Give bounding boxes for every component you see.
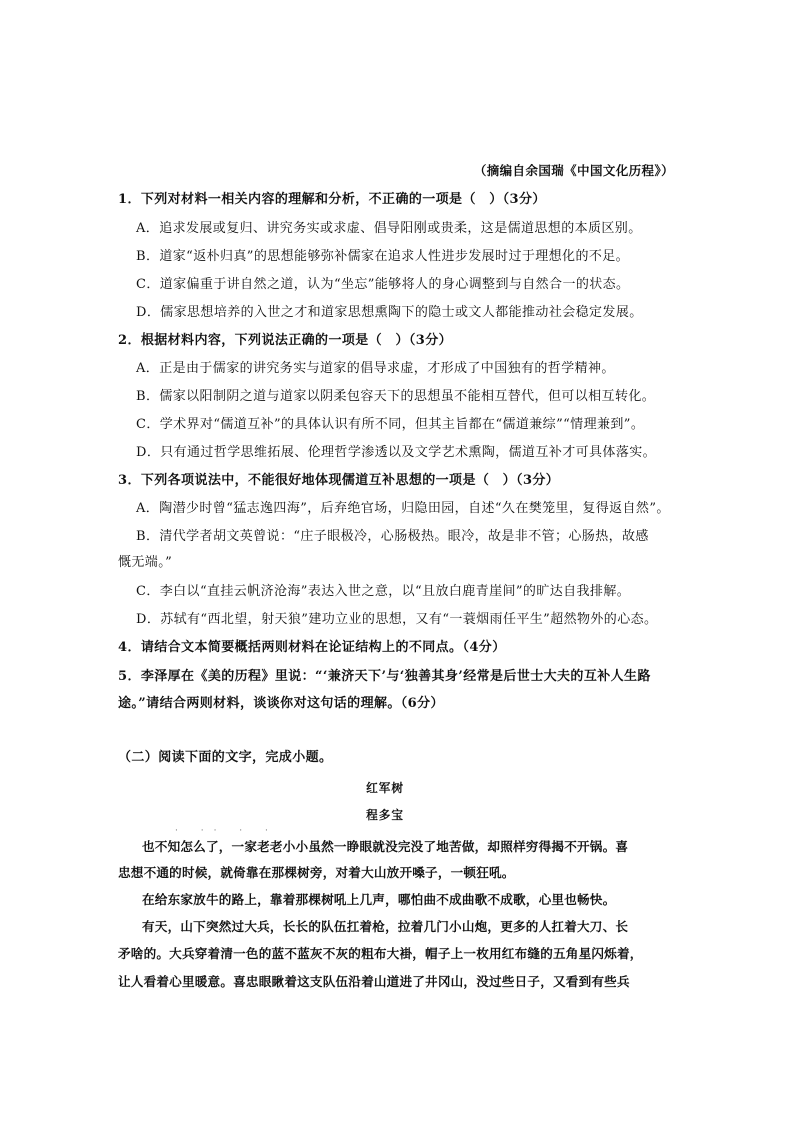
question-3-option-c: C．李白以“直挂云帆济沧海”表达入世之意，以“且放白鹿青崖间”的旷达自我排解。: [136, 584, 631, 599]
paragraph-3-line-1: 有天，山下突然过大兵，长长的队伍扛着枪，拉着几门小山炮，更多的人扛着大刀、长: [142, 919, 629, 934]
question-2-option-c: C．学术界对“儒道互补”的具体认识有所不同，但其主旨都在“儒道兼综”“情理兼到”。: [136, 417, 645, 432]
question-3-stem: 3．下列各项说法中，不能很好地体现儒道互补思想的一项是（ ）（3分）: [118, 473, 560, 488]
paragraph-1-line-2: 忠想不通的时候，就倚靠在那棵树旁，对着大山放开嗓子，一顿狂吼。: [118, 865, 515, 880]
question-3-option-d: D．苏轼有“西北望，射天狼”建功立业的思想，又有“一蓑烟雨任平生”超然物外的心态。: [136, 612, 658, 627]
question-1-option-c: C．道家偏重于讲自然之道，认为“坐忘”能够将人的身心调整到与自然合一的状态。: [136, 277, 630, 292]
paragraph-2-line-1: 在给东家放牛的路上，靠着那棵树吼上几声，哪怕曲不成曲歌不成歌，心里也畅快。: [142, 892, 616, 907]
question-3-option-b-continued: 慨无端。”: [118, 555, 173, 570]
question-2-option-a: A．正是由于儒家的讲究务实与道家的倡导求虚，才形成了中国独有的哲学精神。: [136, 361, 615, 376]
article-author: 程多宝: [366, 808, 405, 822]
paragraph-1-line-1: 也不知怎么了，一家老老小小虽然一睁眼就没完没了地苦做，却照样穷得揭不开锅。喜: [142, 839, 629, 854]
question-1-option-a: A．追求发展或复归、讲究务实或求虚、倡导阳刚或贵柔，这是儒道思想的本质区别。: [136, 221, 642, 236]
question-3-option-b: B．清代学者胡文英曾说：“庄子眼极冷，心肠极热。眼冷，故是非不管；心肠热，故感: [136, 529, 649, 544]
question-1-stem: 1．下列对材料一相关内容的理解和分析，不正确的一项是（ ）（3分）: [118, 192, 546, 207]
article-title: 红军树: [366, 781, 405, 795]
question-1-option-b: B．道家“返朴归真”的思想能够弥补儒家在追求人性进步发展时过于理想化的不足。: [136, 249, 630, 264]
paragraph-3-line-3: 让人看着心里暖意。喜忠眼瞅着这支队伍沿着山道进了井冈山，没过些日子，又看到有些兵: [118, 974, 630, 989]
source-citation: （摘编自余国瑞《中国文化历程》）: [473, 163, 674, 178]
paragraph-3-line-2: 矛啥的。大兵穿着清一色的蓝不蓝灰不灰的粗布大褂，帽子上一枚用红布缝的五角星闪烁着，: [118, 946, 643, 961]
scan-speckles: · ·· · ·: [175, 826, 278, 836]
question-2-option-b: B．儒家以阳制阴之道与道家以阴柔包容天下的思想虽不能相互替代，但可以相互转化。: [136, 389, 656, 404]
question-2-option-d: D．只有通过哲学思维拓展、伦理哲学渗透以及文学艺术熏陶，儒道互补才可具体落实。: [136, 445, 657, 460]
question-5-stem-continued: 途。”请结合两则材料，谈谈你对这句话的理解。（6分）: [118, 696, 444, 711]
question-1-option-d: D．儒家思想培养的入世之才和道家思想熏陶下的隐士或文人都能推动社会稳定发展。: [136, 305, 643, 320]
question-4-stem: 4．请结合文本简要概括两则材料在论证结构上的不同点。（4分）: [118, 640, 506, 655]
section-heading: （二）阅读下面的文字，完成小题。: [118, 750, 333, 765]
question-2-stem: 2．根据材料内容，下列说法正确的一项是（ ）（3分）: [118, 333, 452, 348]
question-3-option-a: A．陶潜少时曾“猛志逸四海”，后弃绝官场，归隐田园，自述“久在樊笼里，复得返自然”。: [136, 501, 670, 516]
question-5-stem: 5．李泽厚在《美的历程》里说：“‘兼济天下’与‘独善其身’经常是后世士大夫的互补人生路: [118, 669, 651, 684]
